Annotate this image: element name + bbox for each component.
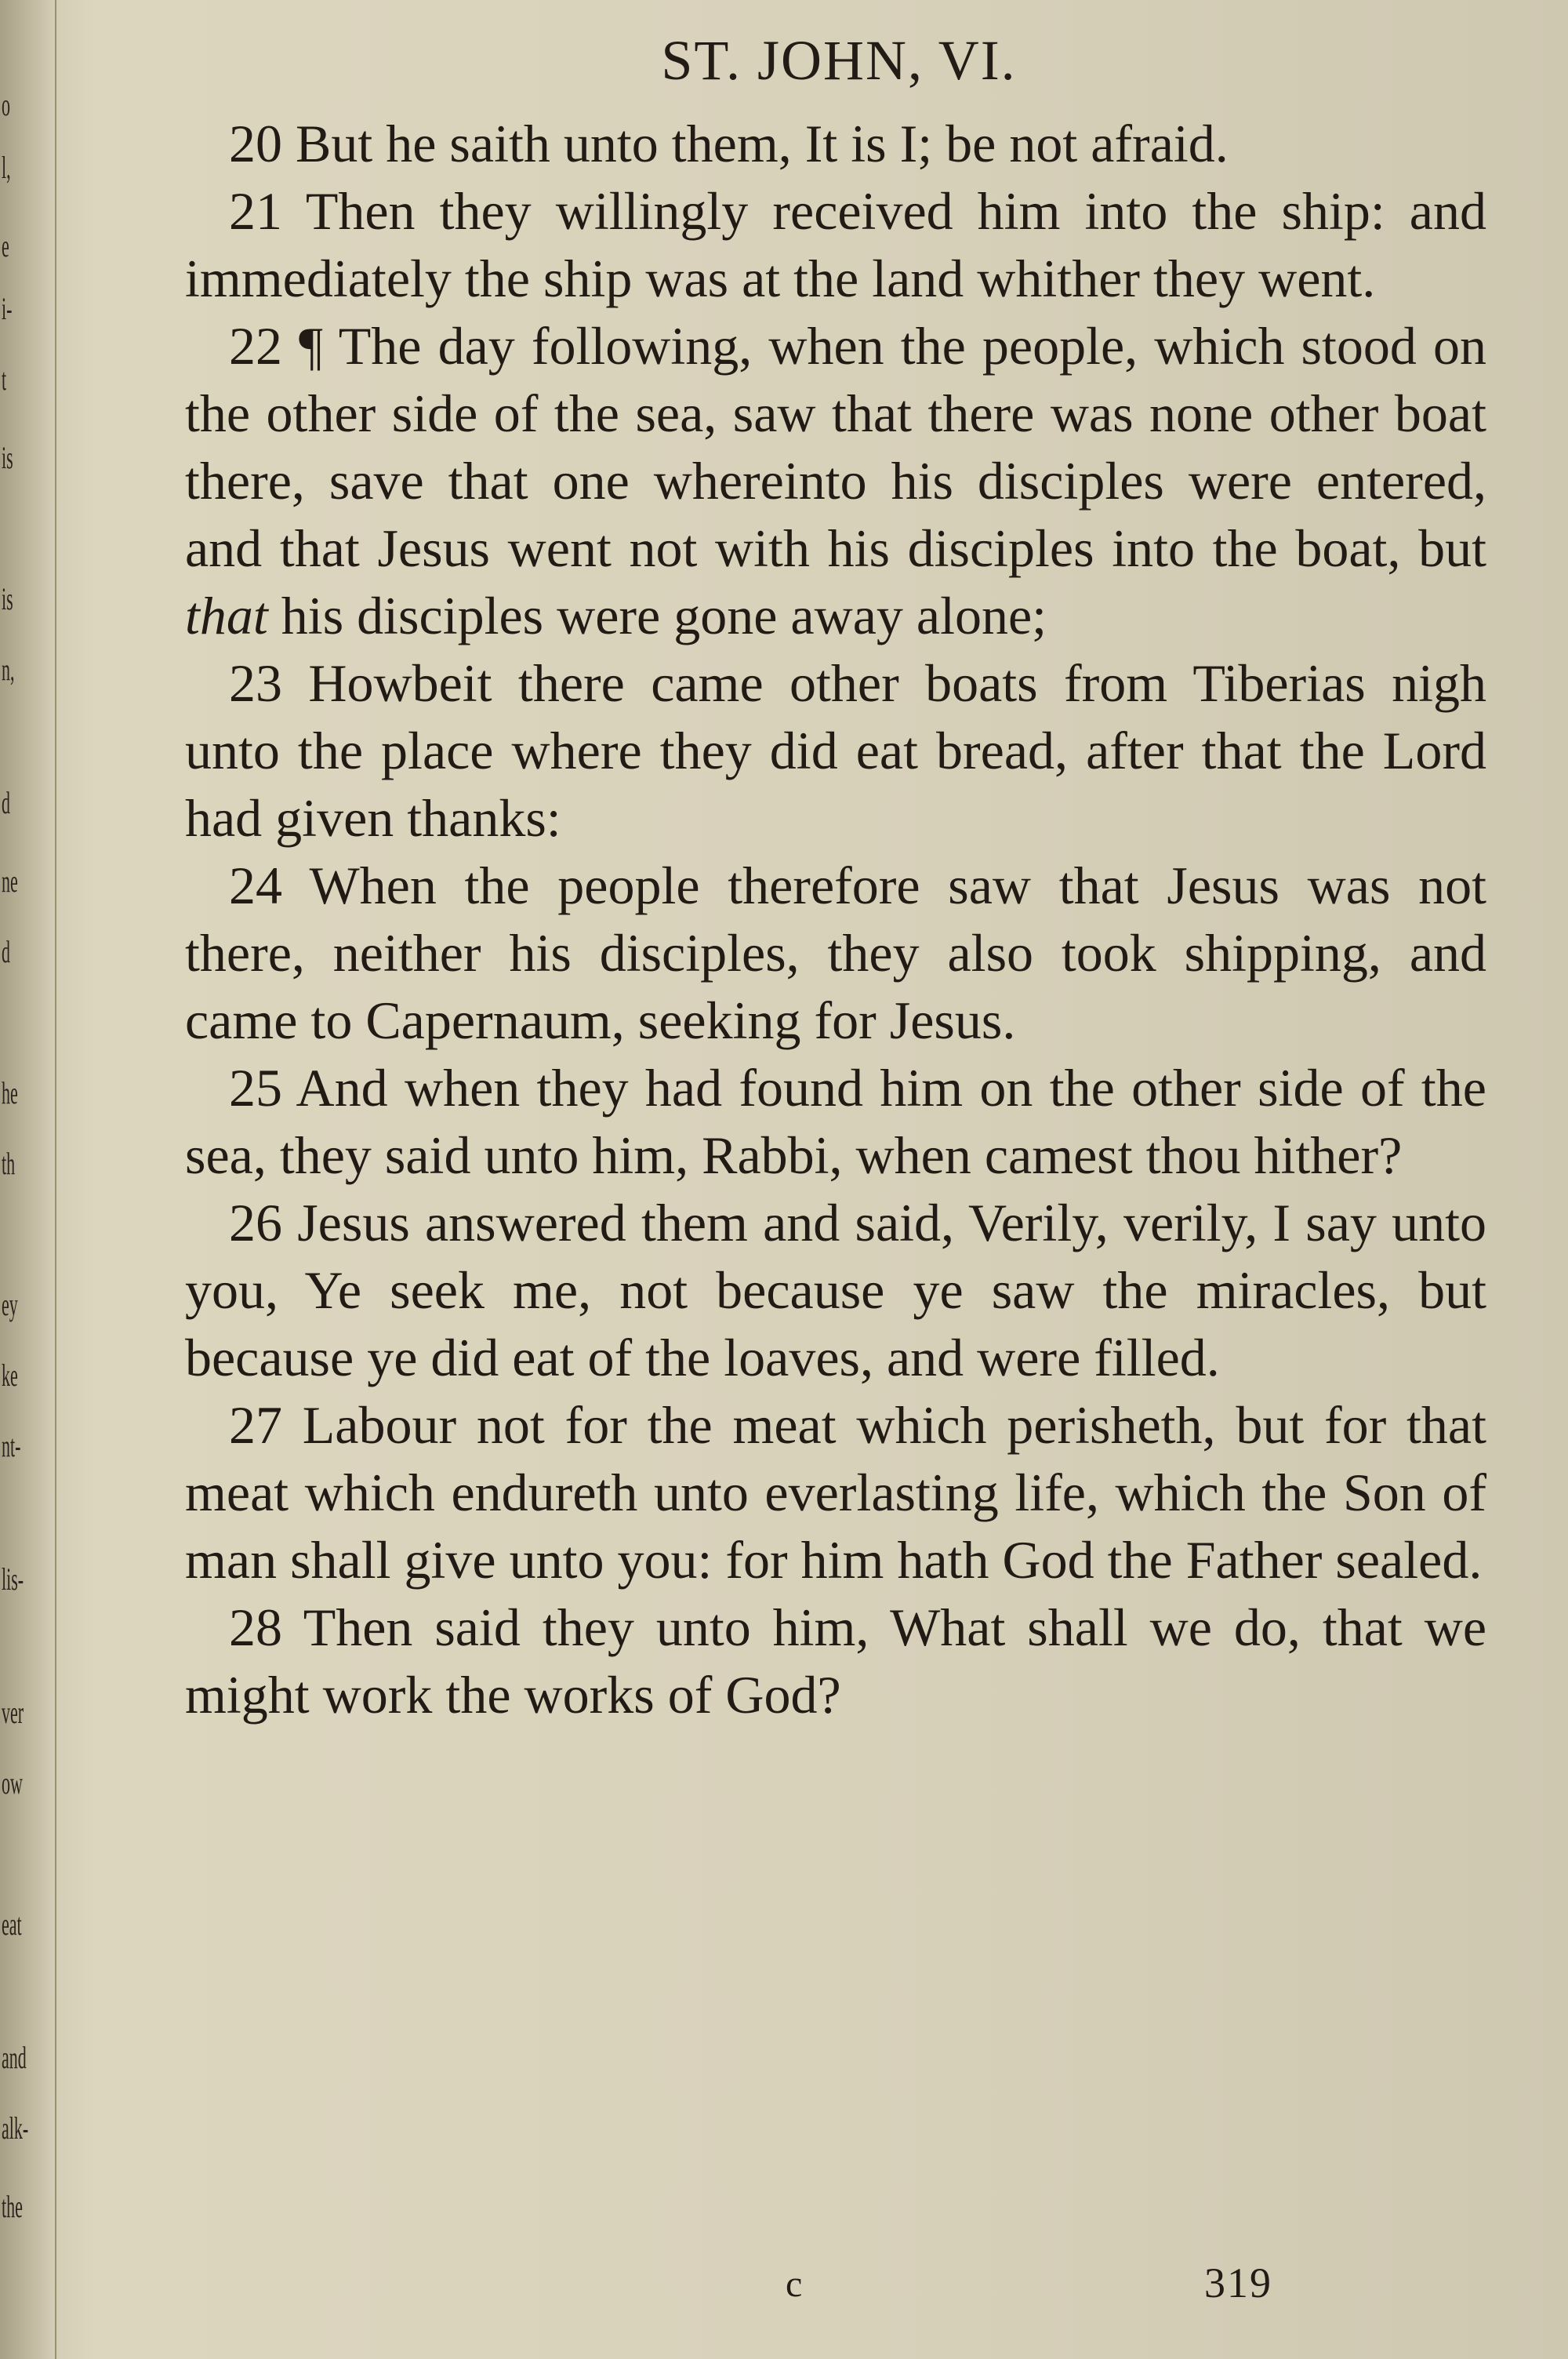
signature-mark: c — [786, 2263, 803, 2305]
margin-fragment: is — [2, 581, 13, 616]
running-header: ST. JOHN, VI. — [661, 29, 1017, 92]
margin-fragment: and — [2, 2040, 27, 2075]
margin-fragment: eat — [2, 1906, 22, 1942]
margin-fragment: ke — [2, 1358, 18, 1393]
margin-fragment: l, — [2, 150, 11, 185]
margin-fragment: t — [2, 362, 7, 397]
verse-22-text-a: 22 ¶ The day following, when the people, which stood on the other side of the sea, saw that there was none other boat there, save that one whereinto his disciples were entered, and that Jesus went not with his disciples into the boat, but — [185, 316, 1486, 578]
page-number: 319 — [1204, 2259, 1272, 2306]
margin-fragment: nt- — [2, 1428, 21, 1463]
margin-fragment: d — [2, 934, 10, 969]
margin-fragment: ow — [2, 1765, 23, 1801]
margin-fragment: e — [2, 228, 9, 264]
verse-25: 25 And when they had found him on the other side of the sea, they said unto him, Rabbi, when camest thou hither? — [185, 1058, 1486, 1185]
margin-fragment: the — [2, 2189, 23, 2224]
verse-24: 24 When the people therefore saw that Jesus was not there, neither his disciples, they also took shipping, and came to Capernaum, seeking for Jesus. — [185, 856, 1486, 1050]
margin-fragment: i- — [2, 291, 13, 326]
margin-fragment: o — [2, 87, 10, 122]
verse-27: 27 Labour not for the meat which perisheth, but for that meat which endureth unto everlasting life, which the Son of man shall give unto you: for him hath God the Father sealed. — [185, 1395, 1486, 1590]
verse-23: 23 Howbeit there came other boats from Tiberias nigh unto the place where they did eat bread, after that the Lord had given thanks: — [185, 653, 1486, 848]
margin-fragment: n, — [2, 652, 15, 687]
verse-22 — [185, 312, 1486, 649]
margin-fragment: th — [2, 1146, 16, 1181]
verse-21: 21 Then they willingly received him into the ship: and immediately the ship was at the land whither they went. — [185, 181, 1486, 308]
margin-fragment: ver — [2, 1695, 24, 1730]
margin-fragment: ey — [2, 1287, 18, 1322]
verse-20: 20 But he saith unto them, It is I; be not afraid. — [229, 114, 1229, 173]
margin-fragment: ne — [2, 863, 18, 899]
margin-fragment: he — [2, 1075, 18, 1110]
margin-fragment: lis- — [2, 1561, 24, 1597]
margin-fragment: d — [2, 785, 10, 820]
adjacent-page-edge — [0, 0, 56, 2359]
verse-22-text-c: his disciples were gone away alone; — [267, 586, 1047, 645]
verse-28: 28 Then said they unto him, What shall we do, that we might work the works of God? — [185, 1598, 1486, 1725]
margin-fragment: alk- — [2, 2110, 29, 2146]
verse-22-italic: that — [185, 586, 268, 645]
scripture-text — [185, 110, 1486, 1728]
verse-26: 26 Jesus answered them and said, Verily, verily, I say unto you, Ye seek me, not because ye saw the miracles, but because ye did eat of the loaves, and were filled. — [185, 1193, 1486, 1387]
margin-fragment: is — [2, 440, 13, 475]
